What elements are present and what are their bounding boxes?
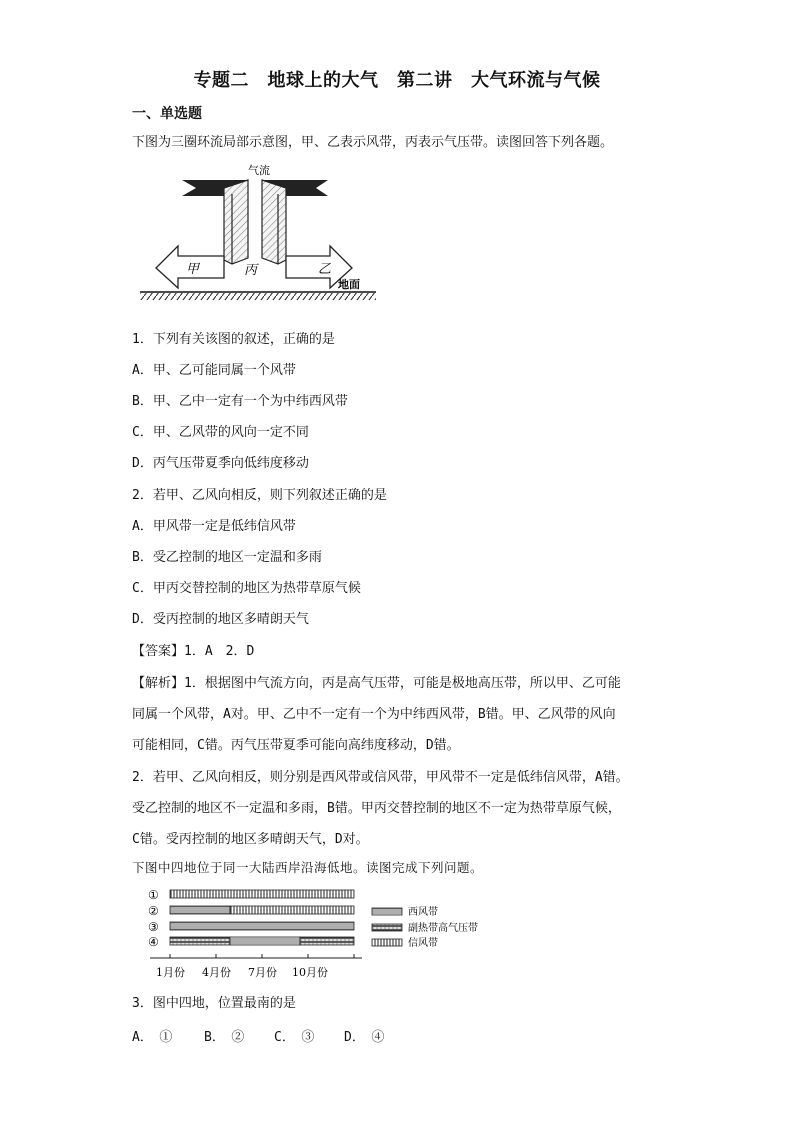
q2-option-d: D．受丙控制的地区多晴朗天气 bbox=[132, 612, 309, 627]
q1-option-c: C．甲、乙风带的风向一定不同 bbox=[132, 425, 309, 440]
analysis-line: 【解析】1．根据图中气流方向，丙是高气压带，可能是极地高压带，所以甲、乙可能 bbox=[132, 676, 621, 691]
month-tick: 7月份 bbox=[248, 966, 277, 979]
q3-stem: 3．图中四地，位置最南的是 bbox=[132, 996, 296, 1011]
arrow-jia bbox=[156, 246, 224, 288]
answer-line: 【答案】1．A 2．D bbox=[132, 644, 255, 659]
intro-text-2: 下图中四地位于同一大陆西岸沿海低地。读图完成下列问题。 bbox=[132, 860, 484, 875]
q3-option-d: D． ④ bbox=[344, 1030, 385, 1045]
descending-column-right bbox=[262, 180, 286, 264]
analysis-line: 2．若甲、乙风向相反，则分别是西风带或信风带，甲风带不一定是低纬信风带，A错。 bbox=[132, 770, 629, 785]
legend-trade-wind bbox=[372, 936, 438, 949]
page-title: 专题二 地球上的大气 第二讲 大气环流与气候 bbox=[193, 70, 601, 91]
legend-label: 西风带 bbox=[408, 907, 438, 918]
belt-timeline-figure bbox=[140, 884, 500, 984]
timeline-bar-4 bbox=[170, 937, 354, 945]
intro-text-1: 下图为三圈环流局部示意图，甲、乙表示风带，丙表示气压带。读图回答下列各题。 bbox=[132, 135, 614, 150]
row-label: ④ bbox=[148, 935, 159, 949]
analysis-line: 受乙控制的地区不一定温和多雨，B错。甲丙交替控制的地区不一定为热带草原气候， bbox=[132, 801, 621, 816]
q3-option-b: B． ② bbox=[204, 1030, 245, 1045]
label-bing: 丙 bbox=[244, 263, 258, 278]
q1-option-b: B．甲、乙中一定有一个为中纬西风带 bbox=[132, 394, 348, 409]
label-yi: 乙 bbox=[318, 262, 332, 277]
timeline-bar-3 bbox=[170, 922, 354, 930]
legend-westerly bbox=[372, 905, 438, 918]
analysis-line: 可能相同，C错。丙气压带夏季可能向高纬度移动，D错。 bbox=[132, 738, 460, 753]
ground-label: 地面 bbox=[338, 278, 360, 291]
month-tick: 4月份 bbox=[202, 966, 231, 979]
legend-label: 副热带高气压带 bbox=[408, 923, 478, 934]
q2-option-a: A．甲风带一定是低纬信风带 bbox=[132, 519, 296, 534]
month-tick: 1月份 bbox=[156, 966, 185, 979]
q3-option-c: C． ③ bbox=[274, 1030, 315, 1045]
row-label: ③ bbox=[148, 920, 159, 934]
airflow-label: 气流 bbox=[248, 164, 270, 177]
month-axis bbox=[150, 954, 362, 958]
month-tick: 10月份 bbox=[292, 966, 328, 979]
analysis-line: C错。受丙控制的地区多晴朗天气，D对。 bbox=[132, 832, 369, 847]
analysis-line: 同属一个风带，A对。甲、乙中不一定有一个为中纬西风带，B错。甲、乙风带的风向 bbox=[132, 707, 616, 722]
timeline-bar-1 bbox=[170, 890, 354, 898]
row-label: ② bbox=[148, 904, 159, 918]
descending-column-left bbox=[224, 180, 248, 264]
q3-option-a: A． ① bbox=[132, 1030, 173, 1045]
q1-stem: 1．下列有关该图的叙述，正确的是 bbox=[132, 332, 335, 347]
ground-line bbox=[140, 292, 376, 300]
label-jia: 甲 bbox=[186, 262, 200, 277]
timeline-bar-2 bbox=[170, 906, 354, 914]
row-label: ① bbox=[148, 888, 159, 902]
legend-label: 信风带 bbox=[408, 938, 438, 949]
q2-option-c: C．甲丙交替控制的地区为热带草原气候 bbox=[132, 581, 361, 596]
legend-subtropical-high bbox=[372, 921, 478, 934]
q2-stem: 2．若甲、乙风向相反，则下列叙述正确的是 bbox=[132, 488, 387, 503]
section-heading: 一、单选题 bbox=[132, 106, 202, 122]
circulation-figure bbox=[138, 160, 380, 304]
q1-option-a: A．甲、乙可能同属一个风带 bbox=[132, 363, 296, 378]
q2-option-b: B．受乙控制的地区一定温和多雨 bbox=[132, 550, 322, 565]
q1-option-d: D．丙气压带夏季向低纬度移动 bbox=[132, 456, 309, 471]
